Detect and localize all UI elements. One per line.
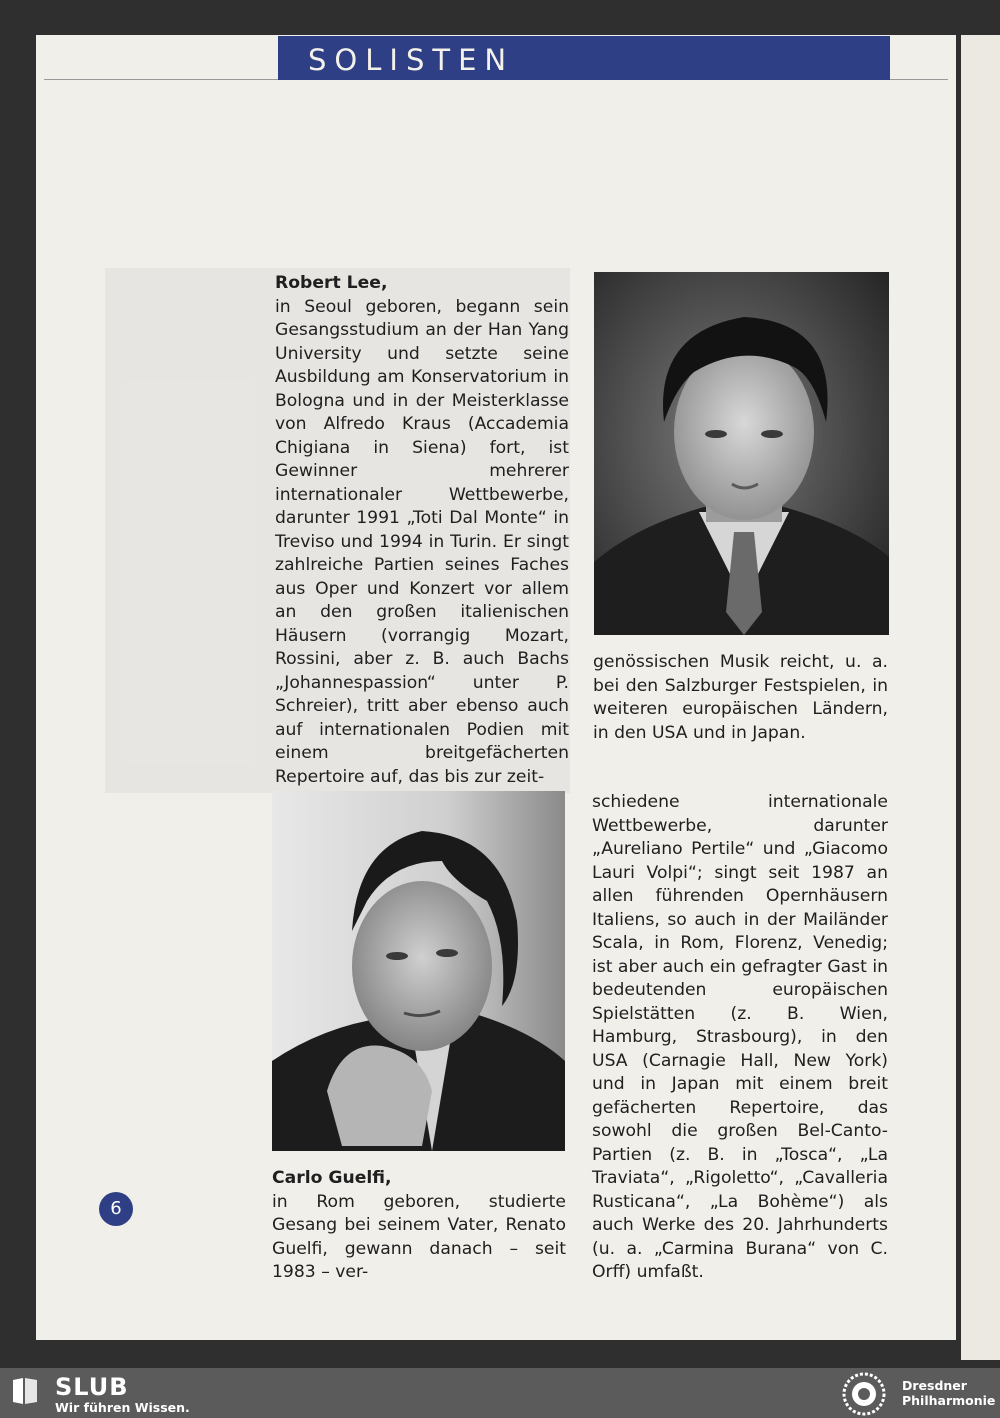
- robert-lee-bio-part2: genössischen Musik reicht, u. a. bei den Salzburger Festspielen, in weiteren europäischen Ländern, in den USA und in Japan.: [593, 652, 888, 743]
- robert-lee-text: [275, 272, 569, 789]
- robert-lee-photo: [594, 272, 889, 635]
- footer-bar: [0, 1368, 1000, 1418]
- partner-line-1: Dresdner: [902, 1378, 967, 1393]
- carlo-guelfi-bio-part2: schiedene internationale Wettbewerbe, darunter „Aureliano Pertile“ und „Giacomo Lauri Volpi“; singt seit 1987 an allen führenden Opernhäusern Italiens, so auch in der Mailänder Scala, in Rom, Florenz, Venedig; ist aber auch ein gefragter Gast in bedeutenden europäischen Spielstätten (z. B. Wien, Hamburg, Strasbourg), in den USA (Carnagie Hall, New York) und in Japan mit einem breit gefächerten Repertoire, das sowohl die großen Bel-Canto-Partien (z. B. in „Tosca“, „La Traviata“, „Rigoletto“, „Cavalleria Rusticana“, „La Bohème“) als auch Werke des 20. Jahrhunderts (u. a. „Carmina Burana“ von C. Orff) umfaßt.: [592, 792, 888, 1282]
- dresdner-philharmonie-name: [902, 1378, 995, 1408]
- carlo-guelfi-bio-part1: in Rom geboren, studierte Gesang bei seinem Vater, Renato Guelfi, gewann danach – seit 1983 – ver-: [272, 1191, 566, 1282]
- page-number: 6: [99, 1192, 133, 1226]
- robert-lee-name: Robert Lee,: [275, 273, 388, 293]
- slub-name: SLUB: [55, 1373, 129, 1401]
- dresdner-philharmonie-logo-icon: [842, 1372, 886, 1416]
- carlo-guelfi-text-continued: [592, 791, 888, 1285]
- robert-lee-text-continued: [593, 651, 888, 745]
- carlo-guelfi-text: [272, 1167, 566, 1285]
- carlo-guelfi-name: Carlo Guelfi,: [272, 1168, 392, 1188]
- partner-line-2: Philharmonie: [902, 1393, 996, 1408]
- robert-lee-bio-part1: in Seoul geboren, begann sein Gesangsstudium an der Han Yang University und setzte seine Ausbildung am Konservatorium in Bologna und in der Meisterklasse von Alfredo Kraus (Accademia Chigiana in Siena) fort, ist Gewinner mehrerer internationaler Wettbewerbe, darunter 1991 „Toti Dal Monte“ in Treviso und 1994 in Turin. Er singt zahlreiche Partien seines Faches aus Oper und Konzert vor allem an den großen italienischen Häusern (vorrangig Mozart, Rossini, aber z. B. auch Bachs „Johannespassion“ unter P. Schreier), tritt aber ebenso auch auf internationalen Podien mit einem breitgefächerten Repertoire auf, das bis zur zeit-: [275, 296, 569, 787]
- page-title: SOLISTEN: [308, 43, 515, 77]
- slub-logo-icon: [10, 1376, 40, 1406]
- slub-tagline: Wir führen Wissen.: [55, 1400, 190, 1415]
- carlo-guelfi-photo: [272, 791, 565, 1151]
- next-page-edge: [961, 35, 1000, 1360]
